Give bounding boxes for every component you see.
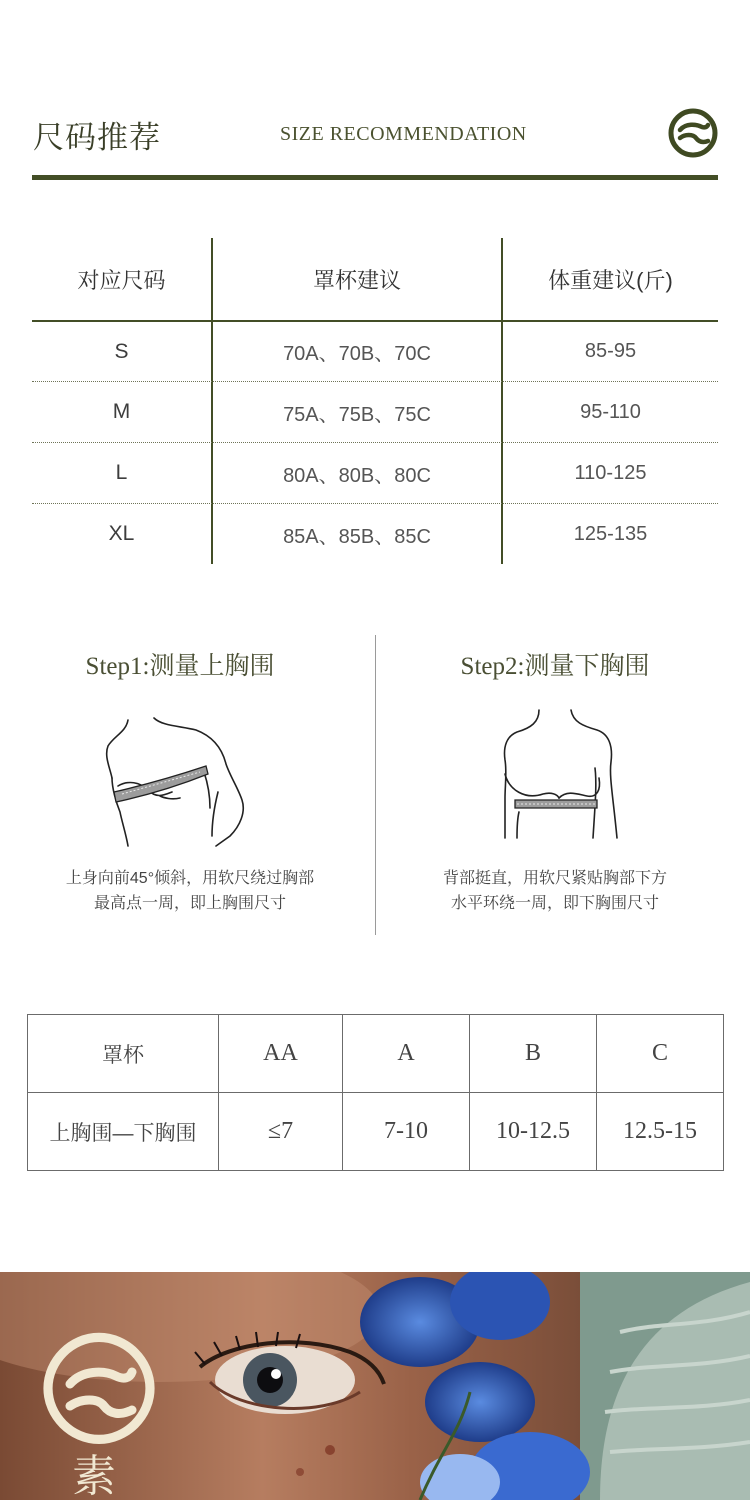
table-cell-size: S [114,339,129,363]
table-cell-weight: 110-125 [574,461,647,484]
table-header-cup: 罩杯建议 [312,267,401,293]
size-recommendation-table [32,238,718,564]
header-divider [32,175,718,180]
cup-header-label: 罩杯 [28,1015,219,1093]
cup-header-b: B [470,1015,597,1093]
upper-bust-measure-illustration [100,712,260,852]
brand-character: 素 [72,1451,116,1502]
page-title: 尺码推荐 [33,120,161,155]
cup-range-aa: ≤7 [219,1093,343,1171]
table-cell-weight: 125-135 [573,522,648,545]
under-bust-measure-illustration [495,706,635,846]
cup-range-a: 7-10 [343,1093,470,1171]
table-header-size: 对应尺码 [77,267,166,293]
step1-title: Step1:测量上胸围 [85,653,275,680]
cup-range-b: 10-12.5 [470,1093,597,1171]
step2-description-line1: 背部挺直，用软尺紧贴胸部下方 [442,870,667,887]
step1-description-line1: 上身向前45°倾斜，用软尺绕过胸部 [65,870,315,887]
table-cell-size: M [112,400,131,423]
table-cell-weight: 95-110 [580,400,641,423]
cup-size-table [27,1014,724,1171]
step2-title: Step2:测量下胸围 [460,653,650,680]
brand-logo-icon [668,108,718,158]
cup-header-aa: AA [219,1015,343,1093]
page-subtitle: SIZE RECOMMENDATION [280,123,527,145]
step1-description-line2: 最高点一周，即上胸围尺寸 [93,895,286,912]
cup-difference-label: 上胸围—下胸围 [28,1093,219,1171]
table-cell-cups: 80A、80B、80C [283,464,431,487]
table-cell-cups: 75A、75B、75C [283,403,431,426]
table-header-weight: 体重建议(斤) [548,267,673,293]
cup-header-a: A [343,1015,470,1093]
table-cell-cups: 85A、85B、85C [283,525,431,548]
step2-description-line2: 水平环绕一周，即下胸围尺寸 [450,895,659,912]
cup-range-c: 12.5-15 [597,1093,724,1171]
steps-divider [375,635,376,935]
table-cell-weight: 85-95 [584,340,637,362]
cup-header-c: C [597,1015,724,1093]
table-cell-cups: 70A、70B、70C [283,343,431,365]
table-cell-size: XL [108,522,135,545]
table-cell-size: L [115,461,128,484]
